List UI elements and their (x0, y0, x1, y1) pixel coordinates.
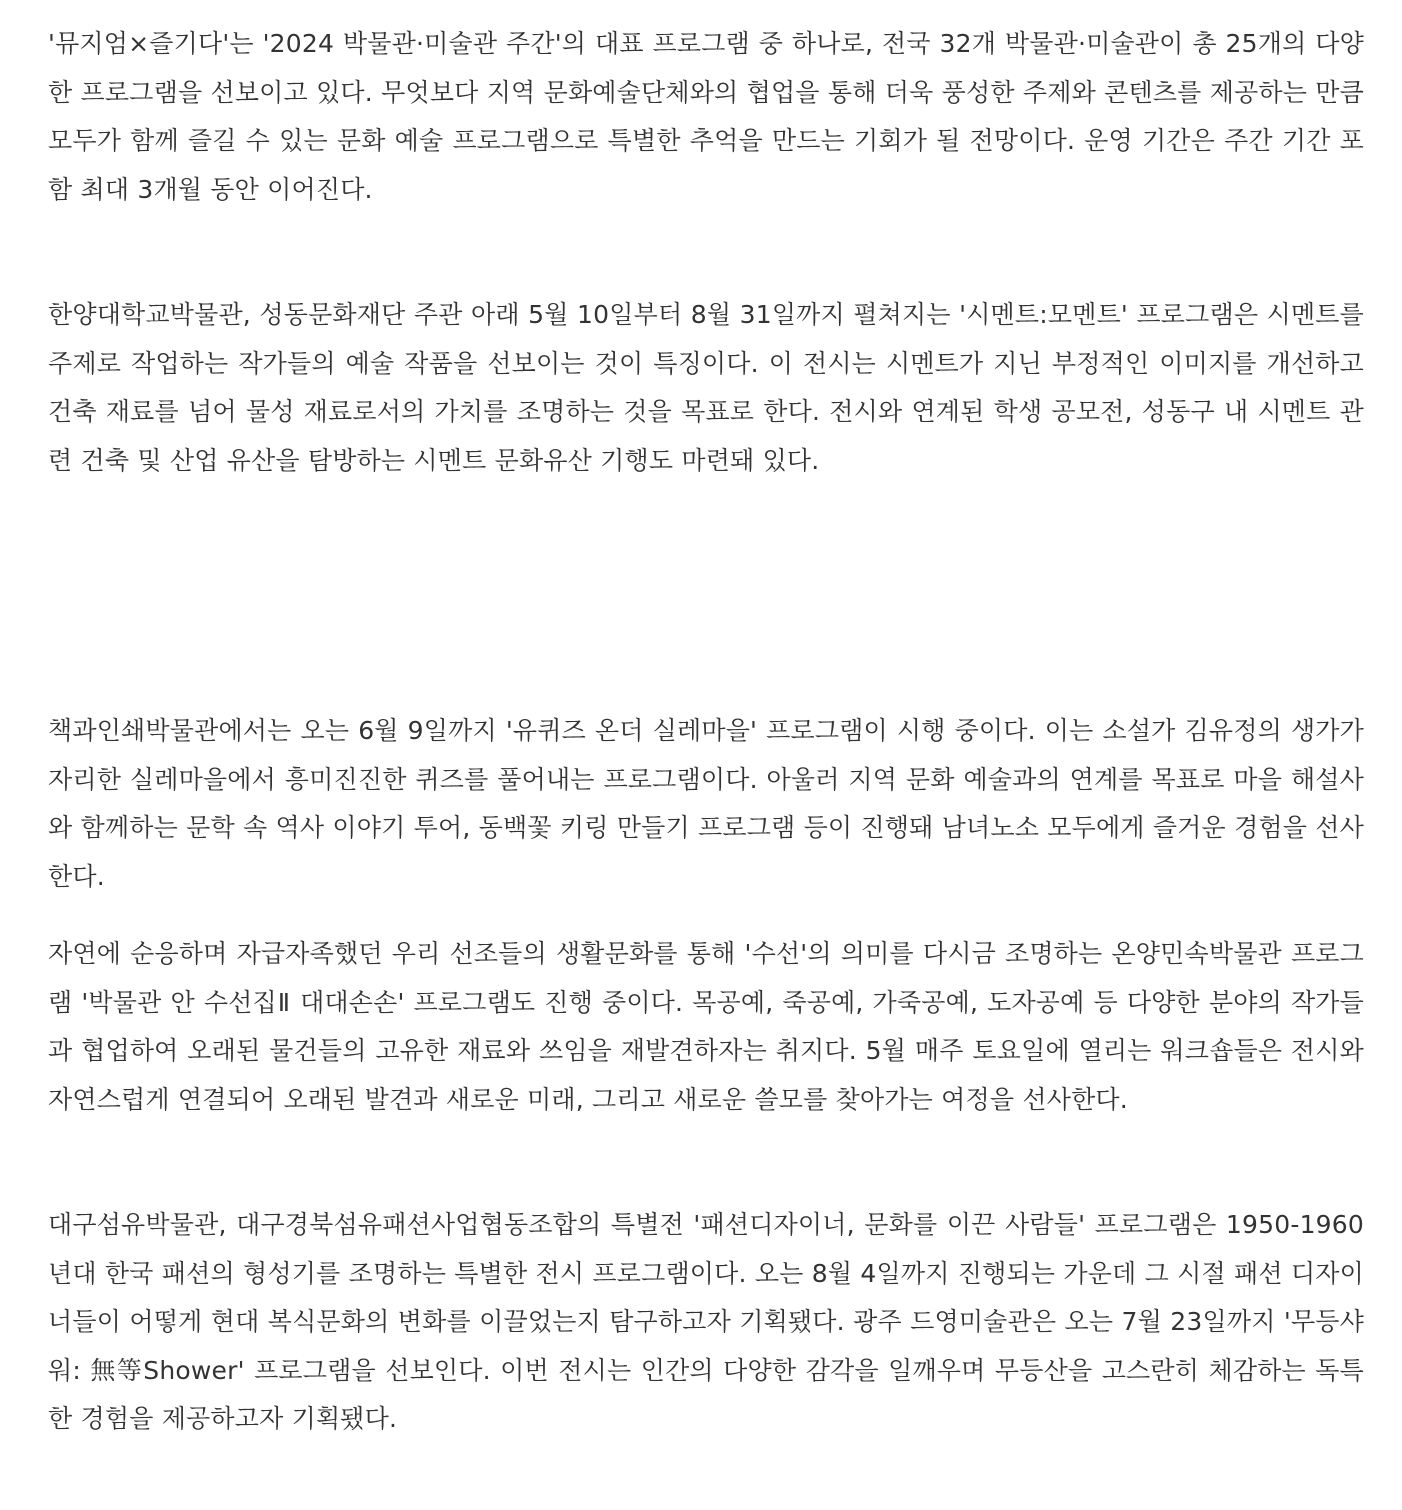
paragraph-onyang-folk-museum: 자연에 순응하며 자급자족했던 우리 선조들의 생활문화를 통해 '수선'의 의미를 다시금 조명하는 온양민속박물관 프로그램 '박물관 안 수선집Ⅱ 대대손손' 프로그램도 진행 중이다. 목공예, 죽공예, 가죽공예, 도자공예 등 다양한 분야의 작가들과 협업하여 오래된 물건들의 고유한 재료와 쓰임을 재발견하자는 취지다. 5월 매주 토요일에 열리는 워크숍들은 전시와 자연스럽게 연결되어 오래된 발견과 새로운 미래, 그리고 새로운 쓸모를 찾아가는 여정을 선사한다. (48, 939, 1364, 1114)
paragraph-museum-week-intro: '뮤지엄×즐기다'는 '2024 박물관·미술관 주간'의 대표 프로그램 중 하나로, 전국 32개 박물관·미술관이 총 25개의 다양한 프로그램을 선보이고 있다. 무엇보다 지역 문화예술단체와의 협업을 통해 더욱 풍성한 주제와 콘텐츠를 제공하는 만큼 모두가 함께 즐길 수 있는 문화 예술 프로그램으로 특별한 추억을 만드는 기회가 될 전망이다. 운영 기간은 주간 기간 포함 최대 3개월 동안 이어진다. (48, 29, 1364, 204)
paragraph-spacer (48, 485, 1364, 707)
paragraph-spacer (48, 1124, 1364, 1201)
paragraph-hanyang-cement-moment: 한양대학교박물관, 성동문화재단 주관 아래 5월 10일부터 8월 31일까지 펼쳐지는 '시멘트:모멘트' 프로그램은 시멘트를 주제로 작업하는 작가들의 예술 작품을 선보이는 것이 특징이다. 이 전시는 시멘트가 지닌 부정적인 이미지를 개선하고 건축 재료를 넘어 물성 재료로서의 가치를 조명하는 것을 목표로 한다. 전시와 연계된 학생 공모전, 성동구 내 시멘트 관련 건축 및 산업 유산을 탐방하는 시멘트 문화유산 기행도 마련돼 있다. (48, 300, 1364, 475)
article-body (48, 20, 1364, 1444)
paragraph-spacer (48, 214, 1364, 291)
paragraph-daegu-textile-gwangju: 대구섬유박물관, 대구경북섬유패션사업협동조합의 특별전 '패션디자이너, 문화를 이끈 사람들' 프로그램은 1950-1960년대 한국 패션의 형성기를 조명하는 특별한 전시 프로그램이다. 오는 8월 4일까지 진행되는 가운데 그 시절 패션 디자이너들이 어떻게 현대 복식문화의 변화를 이끌었는지 탐구하고자 기획됐다. 광주 드영미술관은 오는 7월 23일까지 '무등샤워: 無等Shower' 프로그램을 선보인다. 이번 전시는 인간의 다양한 감각을 일깨우며 무등산을 고스란히 체감하는 독특한 경험을 제공하고자 기획됐다. (48, 1210, 1364, 1433)
paragraph-book-print-museum: 책과인쇄박물관에서는 오는 6월 9일까지 '유퀴즈 온더 실레마을' 프로그램이 시행 중이다. 이는 소설가 김유정의 생가가 자리한 실레마을에서 흥미진진한 퀴즈를 풀어내는 프로그램이다. 아울러 지역 문화 예술과의 연계를 목표로 마을 해설사와 함께하는 문학 속 역사 이야기 투어, 동백꽃 키링 만들기 프로그램 등이 진행돼 남녀노소 모두에게 즐거운 경험을 선사한다. (48, 716, 1364, 891)
paragraph-spacer (48, 901, 1364, 930)
